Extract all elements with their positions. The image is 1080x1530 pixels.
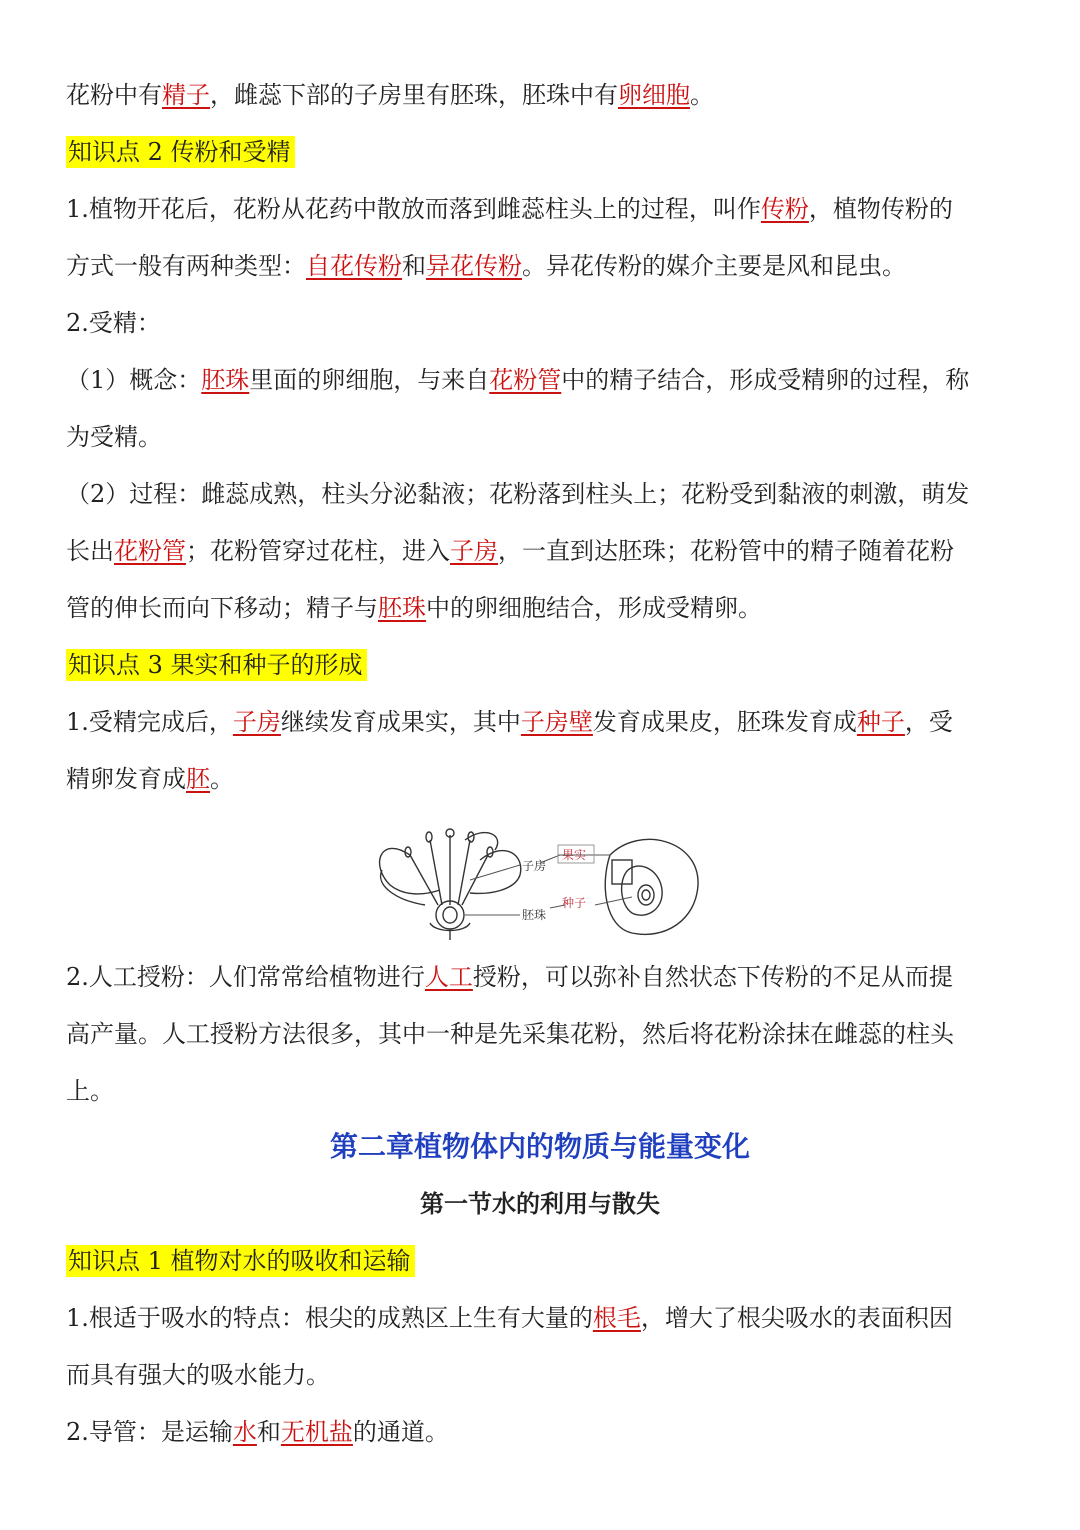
text: 2.导管：是运输	[66, 1418, 233, 1446]
text: 和	[256, 1418, 281, 1446]
knowledge-point-heading	[66, 1241, 415, 1281]
flower-fruit-diagram	[370, 815, 710, 945]
text: ，增大了根尖吸水的表面积因	[640, 1304, 953, 1332]
text: 花粉中有	[66, 81, 162, 109]
key-term: 花粉管	[114, 537, 186, 565]
text: 继续发育成果实，其中	[280, 708, 521, 736]
highlighted-heading: 知识点 1 植物对水的吸收和运输	[66, 1245, 415, 1277]
text: ，受	[904, 708, 953, 736]
text-line	[66, 246, 906, 286]
flower-drawing	[380, 829, 521, 940]
text: 中的精子结合，形成受精卵的过程，称	[561, 366, 970, 394]
fruit-drawing	[605, 839, 698, 934]
text: 1.植物开花后，花粉从花药中散放而落到雌蕊柱头上的过程，叫作	[66, 195, 761, 223]
text: 和	[402, 252, 426, 280]
label-ovary: 子房	[522, 859, 547, 873]
key-term: 子房	[232, 708, 281, 736]
text-line	[66, 531, 954, 571]
knowledge-point-heading	[66, 132, 295, 172]
key-term: 人工	[424, 963, 473, 991]
key-term: 异花传粉	[426, 252, 522, 280]
text: 高产量。人工授粉方法很多，其中一种是先采集花粉，然后将花粉涂抹在雌蕊的柱头	[66, 1020, 954, 1048]
key-term: 子房	[450, 537, 498, 565]
key-term: 胚珠	[201, 366, 250, 394]
section-title: 第一节水的利用与散失	[420, 1190, 660, 1218]
text-line	[66, 702, 953, 742]
key-term: 根毛	[592, 1304, 641, 1332]
text: 而具有强大的吸水能力。	[66, 1361, 330, 1389]
text: ，一直到达胚珠；花粉管中的精子随着花粉	[498, 537, 954, 565]
text: 。异花传粉的媒介主要是风和昆虫。	[522, 252, 906, 280]
text: 。	[690, 81, 714, 109]
highlighted-heading: 知识点 3 果实和种子的形成	[66, 649, 367, 681]
text-line	[66, 1014, 954, 1054]
label-ovule: 胚珠	[522, 908, 547, 922]
text: 2.人工授粉：人们常常给植物进行	[66, 963, 425, 991]
key-term: 胚	[186, 765, 210, 793]
text: 1.受精完成后，	[66, 708, 233, 736]
label-fruit: 果实	[562, 848, 587, 862]
key-term: 花粉管	[489, 366, 562, 394]
text-line	[66, 1071, 114, 1111]
text-line	[66, 588, 762, 628]
text-line	[66, 1298, 953, 1338]
key-term: 卵细胞	[618, 81, 690, 109]
text-line	[66, 75, 714, 115]
text: 上。	[66, 1077, 114, 1105]
text-line	[66, 474, 969, 514]
key-term: 自花传粉	[306, 252, 402, 280]
text: 中的卵细胞结合，形成受精卵。	[426, 594, 762, 622]
text-line	[66, 1412, 449, 1452]
key-term: 种子	[856, 708, 905, 736]
key-term: 胚珠	[378, 594, 426, 622]
text: ，雌蕊下部的子房里有胚珠，胚珠中有	[210, 81, 618, 109]
text: 精卵发育成	[66, 765, 186, 793]
text: 里面的卵细胞，与来自	[249, 366, 490, 394]
label-seed: 种子	[562, 896, 587, 910]
text: 为受精。	[66, 423, 162, 451]
text-line	[66, 417, 162, 457]
text: 的通道。	[352, 1418, 449, 1446]
text-line	[66, 1355, 330, 1395]
text: 方式一般有两种类型：	[66, 252, 306, 280]
text-line	[66, 957, 953, 997]
key-term: 无机盐	[280, 1418, 353, 1446]
text-line	[66, 189, 953, 229]
text: 发育成果皮，胚珠发育成	[592, 708, 857, 736]
text: （1）概念：	[66, 366, 202, 394]
key-term: 子房壁	[520, 708, 593, 736]
chapter-title: 第二章植物体内的物质与能量变化	[329, 1130, 750, 1163]
text: ，植物传粉的	[808, 195, 953, 223]
text: （2）过程：雌蕊成熟，柱头分泌黏液；花粉落到柱头上；花粉受到黏液的刺激，萌发	[66, 480, 970, 508]
text: 管的伸长而向下移动；精子与	[66, 594, 378, 622]
text: 1.根适于吸水的特点：根尖的成熟区上生有大量的	[66, 1304, 593, 1332]
text-line	[66, 303, 161, 343]
key-term: 水	[232, 1418, 257, 1446]
key-term: 精子	[162, 81, 210, 109]
text: 授粉，可以弥补自然状态下传粉的不足从而提	[472, 963, 953, 991]
key-term: 传粉	[760, 195, 809, 223]
text-line	[66, 759, 234, 799]
text-line	[66, 360, 969, 400]
text: 长出	[66, 537, 114, 565]
text: 。	[210, 765, 234, 793]
text: ；花粉管穿过花柱，进入	[186, 537, 450, 565]
highlighted-heading: 知识点 2 传粉和受精	[66, 136, 295, 168]
text: 2.受精：	[66, 309, 161, 337]
knowledge-point-heading	[66, 645, 367, 685]
